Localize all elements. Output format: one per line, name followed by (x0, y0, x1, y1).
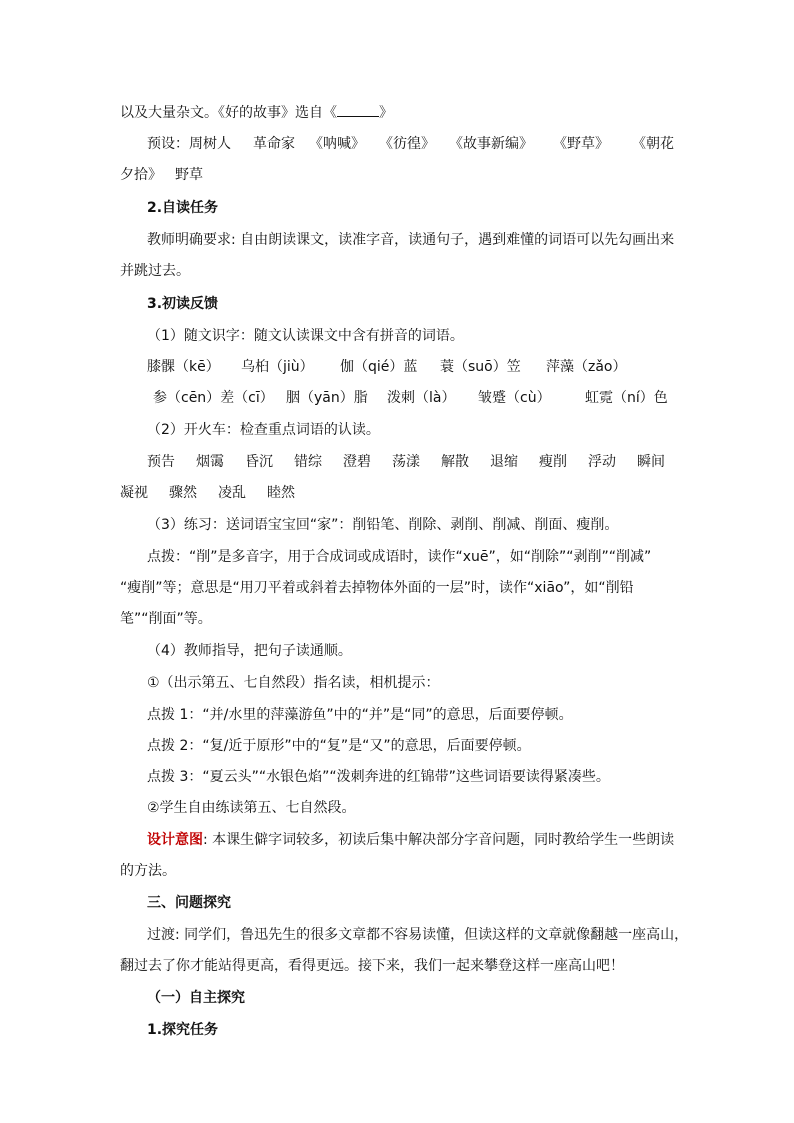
section-heading: 三、问题探究 (147, 895, 231, 911)
task-heading: 1.探究任务 (147, 1022, 219, 1038)
design-intent-label: 设计意图 (147, 832, 203, 848)
paragraph-line: 教师明确要求: 自由朗读课文，读准字音，读通句子，遇到难懂的词语可以先勾画出来 (147, 232, 675, 248)
subsection-2: （2）开火车：检查重点词语的认读。 (147, 422, 380, 438)
step-2: ②学生自由练读第五、七自然段。 (147, 800, 356, 816)
hint-3: 点拨 3：“夏云头”“水银色焰”“泼刺奔进的红锦带”这些词语要读得紧凑些。 (147, 769, 610, 785)
tip-line: 笔”“削面”等。 (120, 611, 212, 627)
heading-self-reading: 2.自读任务 (147, 200, 219, 216)
subsection-heading: （一）自主探究 (147, 990, 245, 1006)
subsection-1: （1）随文识字：随文认读课文中含有拼音的词语。 (147, 328, 464, 344)
tip-line: 点拨：“削”是多音字，用于合成词或成语时，读作“xuē”，如“削除”“剥削”“削减” (147, 549, 652, 565)
transition-line: 翻过去了你才能站得更高，看得更远。接下来，我们一起来攀登这样一座高山吧！ (120, 958, 624, 974)
heading-first-feedback: 3.初读反馈 (147, 296, 219, 312)
design-intent-cont: 的方法。 (120, 863, 176, 879)
subsection-4: （4）教师指导，把句子读通顺。 (147, 643, 352, 659)
design-intent: 设计意图: 本课生僻字词较多，初读后集中解决部分字音问题，同时教给学生一些朗读 (147, 832, 675, 848)
tip-line: “瘦削”等；意思是“用刀平着或斜着去掉物体外面的一层”时，读作“xiāo”，如“削铅 (120, 580, 634, 596)
hint-1: 点拨 1：“并/水里的萍藻游鱼”中的“并”是“同”的意思，后面要停顿。 (147, 707, 573, 723)
fill-blank (337, 102, 379, 117)
hint-2: 点拨 2：“复/近于原形”中的“复”是“又”的意思，后面要停顿。 (147, 738, 531, 754)
paragraph-line: 以及大量杂文。《好的故事》选自《 》 (120, 102, 393, 123)
subsection-3: （3）练习：送词语宝宝回“家”：削铅笔、削除、剥削、削减、削面、瘦削。 (147, 517, 619, 533)
step-1: ①（出示第五、七自然段）指名读，相机提示： (147, 675, 440, 691)
paragraph-line: 并跳过去。 (120, 263, 190, 279)
transition-line: 过渡: 同学们，鲁迅先生的很多文章都不容易读懂，但读这样的文章就像翻越一座高山， (147, 927, 689, 943)
